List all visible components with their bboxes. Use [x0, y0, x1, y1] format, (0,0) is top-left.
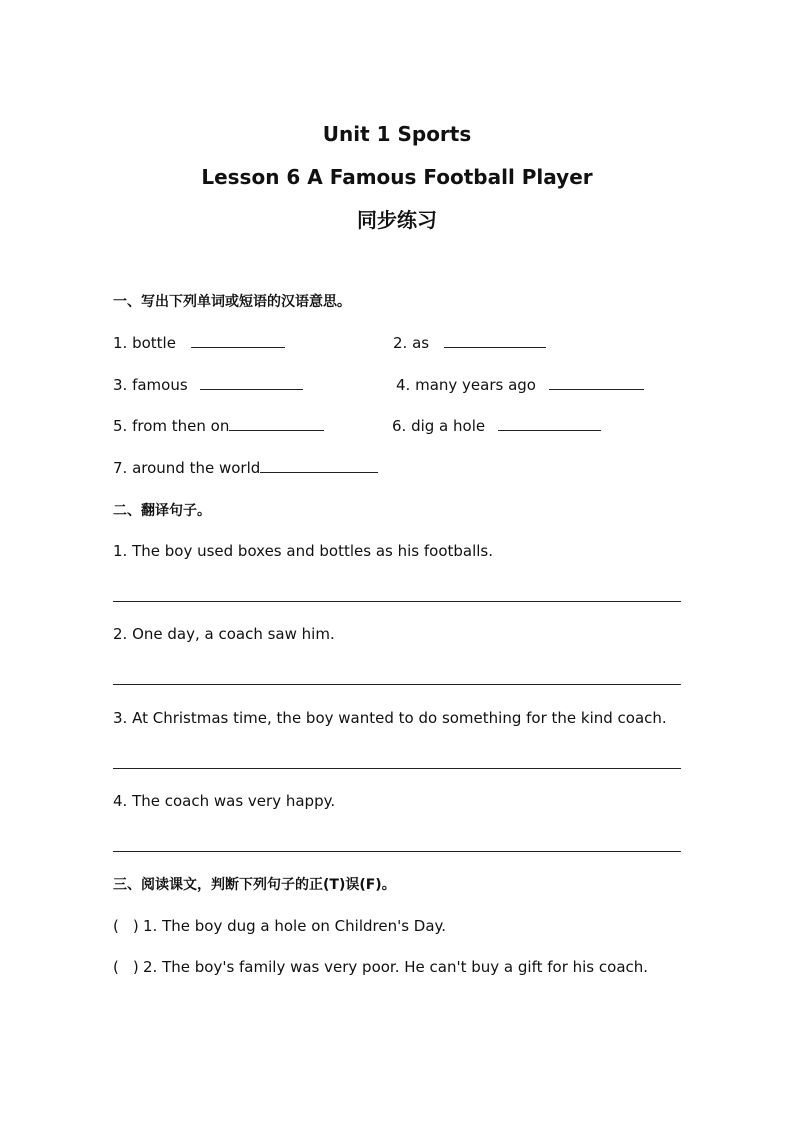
- vocab-item-label: 3. famous: [113, 376, 188, 394]
- answer-blank[interactable]: [498, 416, 601, 431]
- answer-blank[interactable]: [200, 375, 303, 390]
- vocab-item-3: [113, 375, 303, 395]
- sentence-item-4: 4. The coach was very happy.: [113, 792, 336, 810]
- section3-heading: 三、阅读课文，判断下列句子的正(T)误(F)。: [113, 877, 396, 893]
- vocab-item-2: [393, 333, 546, 353]
- translation-answer-line[interactable]: [113, 601, 681, 602]
- vocab-item-label: 7. around the world: [113, 459, 261, 477]
- vocab-item-5: [113, 416, 324, 436]
- vocab-item-label: 6. dig a hole: [392, 417, 486, 435]
- vocab-item-7: [113, 458, 378, 478]
- section1-heading: 一、写出下列单词或短语的汉语意思。: [113, 294, 351, 310]
- page-subtitle: 同步练习: [357, 208, 437, 232]
- translation-answer-line[interactable]: [113, 684, 681, 685]
- translation-answer-line[interactable]: [113, 851, 681, 852]
- vocab-item-6: [392, 416, 601, 436]
- unit-title: Unit 1 Sports: [322, 122, 472, 146]
- answer-blank[interactable]: [260, 458, 378, 473]
- judge-item-text: 2. The boy's family was very poor. He can't buy a gift for his coach.: [143, 958, 649, 976]
- answer-blank[interactable]: [444, 333, 546, 348]
- vocab-item-label: 4. many years ago: [396, 376, 536, 394]
- translation-answer-line[interactable]: [113, 768, 681, 769]
- vocab-item-label: 5. from then on: [113, 417, 230, 435]
- vocab-item-label: 1. bottle: [113, 334, 176, 352]
- answer-parentheses[interactable]: ( ): [113, 958, 139, 976]
- judge-item-1: [113, 916, 446, 936]
- sentence-item-3: 3. At Christmas time, the boy wanted to do something for the kind coach.: [113, 709, 667, 727]
- vocab-item-4: [396, 375, 644, 395]
- judge-item-2: [113, 957, 648, 977]
- answer-blank[interactable]: [191, 333, 285, 348]
- sentence-item-2: 2. One day, a coach saw him.: [113, 625, 335, 643]
- vocab-item-1: [113, 333, 285, 353]
- answer-blank[interactable]: [549, 375, 644, 390]
- lesson-title: Lesson 6 A Famous Football Player: [201, 165, 593, 189]
- sentence-item-1: 1. The boy used boxes and bottles as his footballs.: [113, 542, 494, 560]
- answer-parentheses[interactable]: ( ): [113, 917, 139, 935]
- section2-heading: 二、翻译句子。: [113, 503, 211, 519]
- judge-item-text: 1. The boy dug a hole on Children's Day.: [143, 917, 447, 935]
- answer-blank[interactable]: [229, 416, 324, 431]
- vocab-item-label: 2. as: [393, 334, 430, 352]
